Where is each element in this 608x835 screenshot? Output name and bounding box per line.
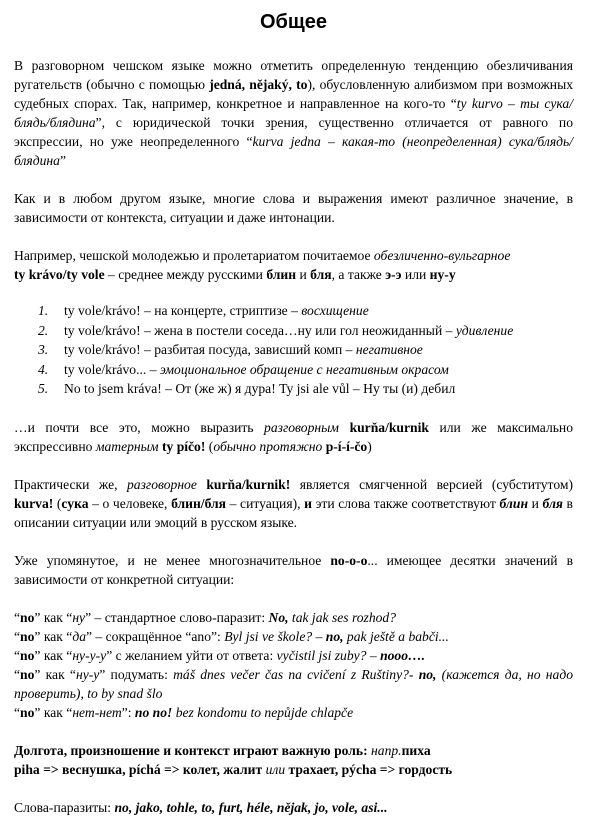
document-page xyxy=(14,0,573,817)
no-line: “no” как “нет-нет”: no no! bez kondomu to nepůjde chlapče xyxy=(14,704,354,720)
paragraph-practice: Практически же, разговорное kurňa/kurnik! является смягченной версией (субститутом) kurva! (сука – о человеке, блин/бля – ситуация), и эти слова также соответствуют блин и бля в описании ситуации или эмоций в русском языке. xyxy=(14,476,573,530)
paragraph-context: Как и в любом другом языке, многие слова и выражения имеют различное значение, в зависимости от контекста, ситуации и даже интонации. xyxy=(14,191,573,225)
paragraph-example: Например, чешской молодежью и пролетариатом почитаемое обезличенно-вульгарное ty krávo/ty vole – среднее между русскими блин и бля, а также э-э или ну-у xyxy=(14,248,511,282)
paragraph-fillers: Слова-паразиты: no, jako, tohle, to, furt, héle, nějak, jo, vole, asi... xyxy=(14,799,388,815)
list-item: 2. ty vole/krávo! – жена в постели соседа…ну или гол неожиданный – удивление xyxy=(38,322,514,338)
no-line: “no” как “да” – сокращённое “ano”: Byl jsi ve škole? – no, pak ještě a babči... xyxy=(14,628,449,644)
paragraph-kurna: …и почти все это, можно выразить разговорным kurňa/kurnik или же максимально экспрессивно матерным ty píčo! (обычно протяжно p-í-í-čo) xyxy=(14,419,573,454)
no-line: “no” как “ну-у-у” с желанием уйти от ответа: vyčistil jsi zuby? – nooo…. xyxy=(14,647,426,663)
usage-list xyxy=(14,301,573,399)
paragraph-length: Долгота, произношение и контекст играют важную роль: напр.пиха piha => веснушка, píchá => колет, жалит или трахает, pýcha => гордость xyxy=(14,742,453,777)
page-title: Общее xyxy=(259,11,328,33)
no-line: “no” как “ну” – стандартное слово-паразит: No, tak jak ses rozhod? xyxy=(14,609,397,625)
no-meanings xyxy=(14,608,573,722)
list-item: 5. No to jsem kráva! – От (же ж) я дура! Ty jsi ale vůl – Ну ты (и) дебил xyxy=(38,381,456,396)
list-item: 4. ty vole/krávo... – эмоциональное обращение с негативным окрасом xyxy=(38,361,449,377)
list-item: 1. ty vole/krávo! – на концерте, стриптизе – восхищение xyxy=(38,303,369,318)
no-line: “no” как “ну-у” подумать: máš dnes večer čas na cvičení z Ruštiny?- no, (кажется да, но надо проверить), to by snad šlo xyxy=(14,666,573,701)
list-item: 3. ty vole/krávo! – разбитая посуда, зависший комп – негативное xyxy=(38,342,423,357)
paragraph-intro: В разговорном чешском языке можно отметить определенную тенденцию обезличивания ругательств (обычно с помощью jedná, nějaký, to), обусловленную алибизмом при возможных судебных спорах. Так, например, конкретное и направленное на кого-то “ty kurvo – ты сука/блядь/блядина”, с юридической точки зрения, существенно отличается от равного по экспрессии, но уже неопределенного “kurva jedna – какая-то (неопределенная) сука/блядь/блядина” xyxy=(14,58,573,168)
paragraph-no: Уже упомянутое, и не менее многозначительное no-o-o... имеющее десятки значений в зависимости от конкретной ситуации: xyxy=(14,552,573,587)
